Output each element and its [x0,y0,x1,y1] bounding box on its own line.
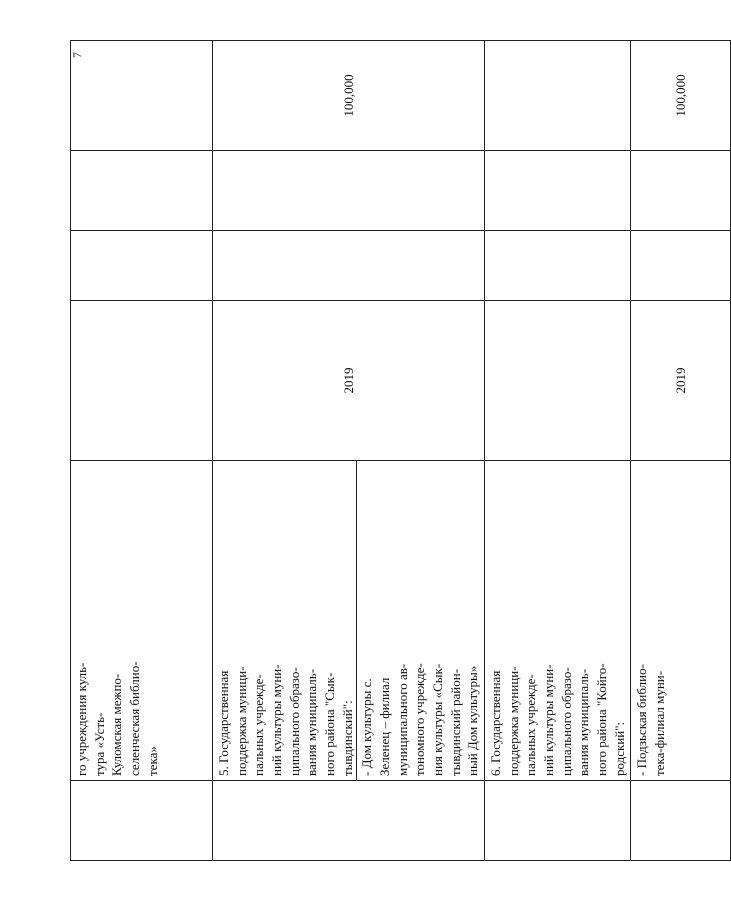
cell-empty-e1 [71,151,213,231]
cell-text-line: ципального образо- [286,667,302,776]
cell-text-line: тека-филиал муни- [652,670,668,776]
cell-text-line: поддержка муници- [505,666,521,776]
cell-text-line: ния культуры «Сык- [430,663,446,776]
cell-text-line: го учреждения куль- [74,662,89,776]
cell-empty-f3 [485,41,631,151]
cell-empty-d3 [485,231,631,301]
cell-empty-f1 [71,41,213,151]
cell-text-line: тывдинский район- [447,668,463,776]
page-number: 7 [70,52,84,58]
cell-text-line: 6. Государственная [488,670,504,776]
cell-text-line: пальных учрежде- [251,674,267,776]
cell-empty-a2 [213,781,485,861]
cell-text-line: муниципального ав- [394,663,410,776]
cell-text-line: селенческая библио- [127,661,143,776]
cell-empty-a1 [71,781,213,861]
document-table [70,40,731,861]
table-row [631,41,731,861]
cell-text-line: поддержка муници- [233,666,249,776]
list-lines [73,465,161,776]
cell-text-line: Зеленец – филиал [377,677,393,776]
cell-text-line: 5. Государственная [216,670,231,776]
rotated-table-container [70,41,689,861]
cell-text-line: тономного учрежде- [412,663,428,776]
cell-name-r1 [71,461,213,781]
cell-empty-d4 [631,231,731,301]
cell-text-line: - Подзьская библио- [634,664,650,776]
cell-year-r5: 2019 [631,301,731,461]
cell-text-line: пальных учрежде- [523,674,539,776]
cell-text-line: ный Дом культуры» [465,665,481,776]
cell-text-line: родский": [611,721,627,776]
cell-empty-e2 [213,151,485,231]
cell-empty-d2 [213,231,485,301]
cell-text-line: ний культуры муни- [269,664,285,776]
cell-empty-c1 [71,301,213,461]
cell-empty-e3 [485,151,631,231]
cell-empty-c3 [485,301,631,461]
cell-amount-r5: 100,000 [631,41,731,151]
cell-amount-r3: 100,000 [213,41,485,151]
cell-name-r4 [485,461,631,781]
cell-year-r3: 2019 [213,301,485,461]
cell-empty-e4 [631,151,731,231]
cell-text-line: ного района "Сык- [322,672,338,776]
table-row [71,41,213,861]
cell-text-line: тура «Усть- [91,712,107,776]
cell-empty-a3 [485,781,631,861]
cell-text-line: ний культуры муни- [541,664,557,776]
cell-empty-a4 [631,781,731,861]
cell-text-line: ного района "Койго- [594,663,610,776]
cell-text-line: - Дом культуры с. [359,678,375,776]
cell-text-line: вания муниципаль- [576,668,592,776]
cell-name-r2 [213,461,485,781]
table-row [213,41,485,861]
cell-text-line: ципального образо- [558,667,574,776]
table-row [485,41,631,861]
cell-text-line: тека» [144,746,160,776]
cell-name-r5 [631,461,731,781]
cell-empty-d1 [71,231,213,301]
cell-text-line: Куломская межпо- [109,673,125,776]
cell-text-line: вания муниципаль- [304,668,320,776]
cell-text-line: тывдинский": [339,700,355,776]
